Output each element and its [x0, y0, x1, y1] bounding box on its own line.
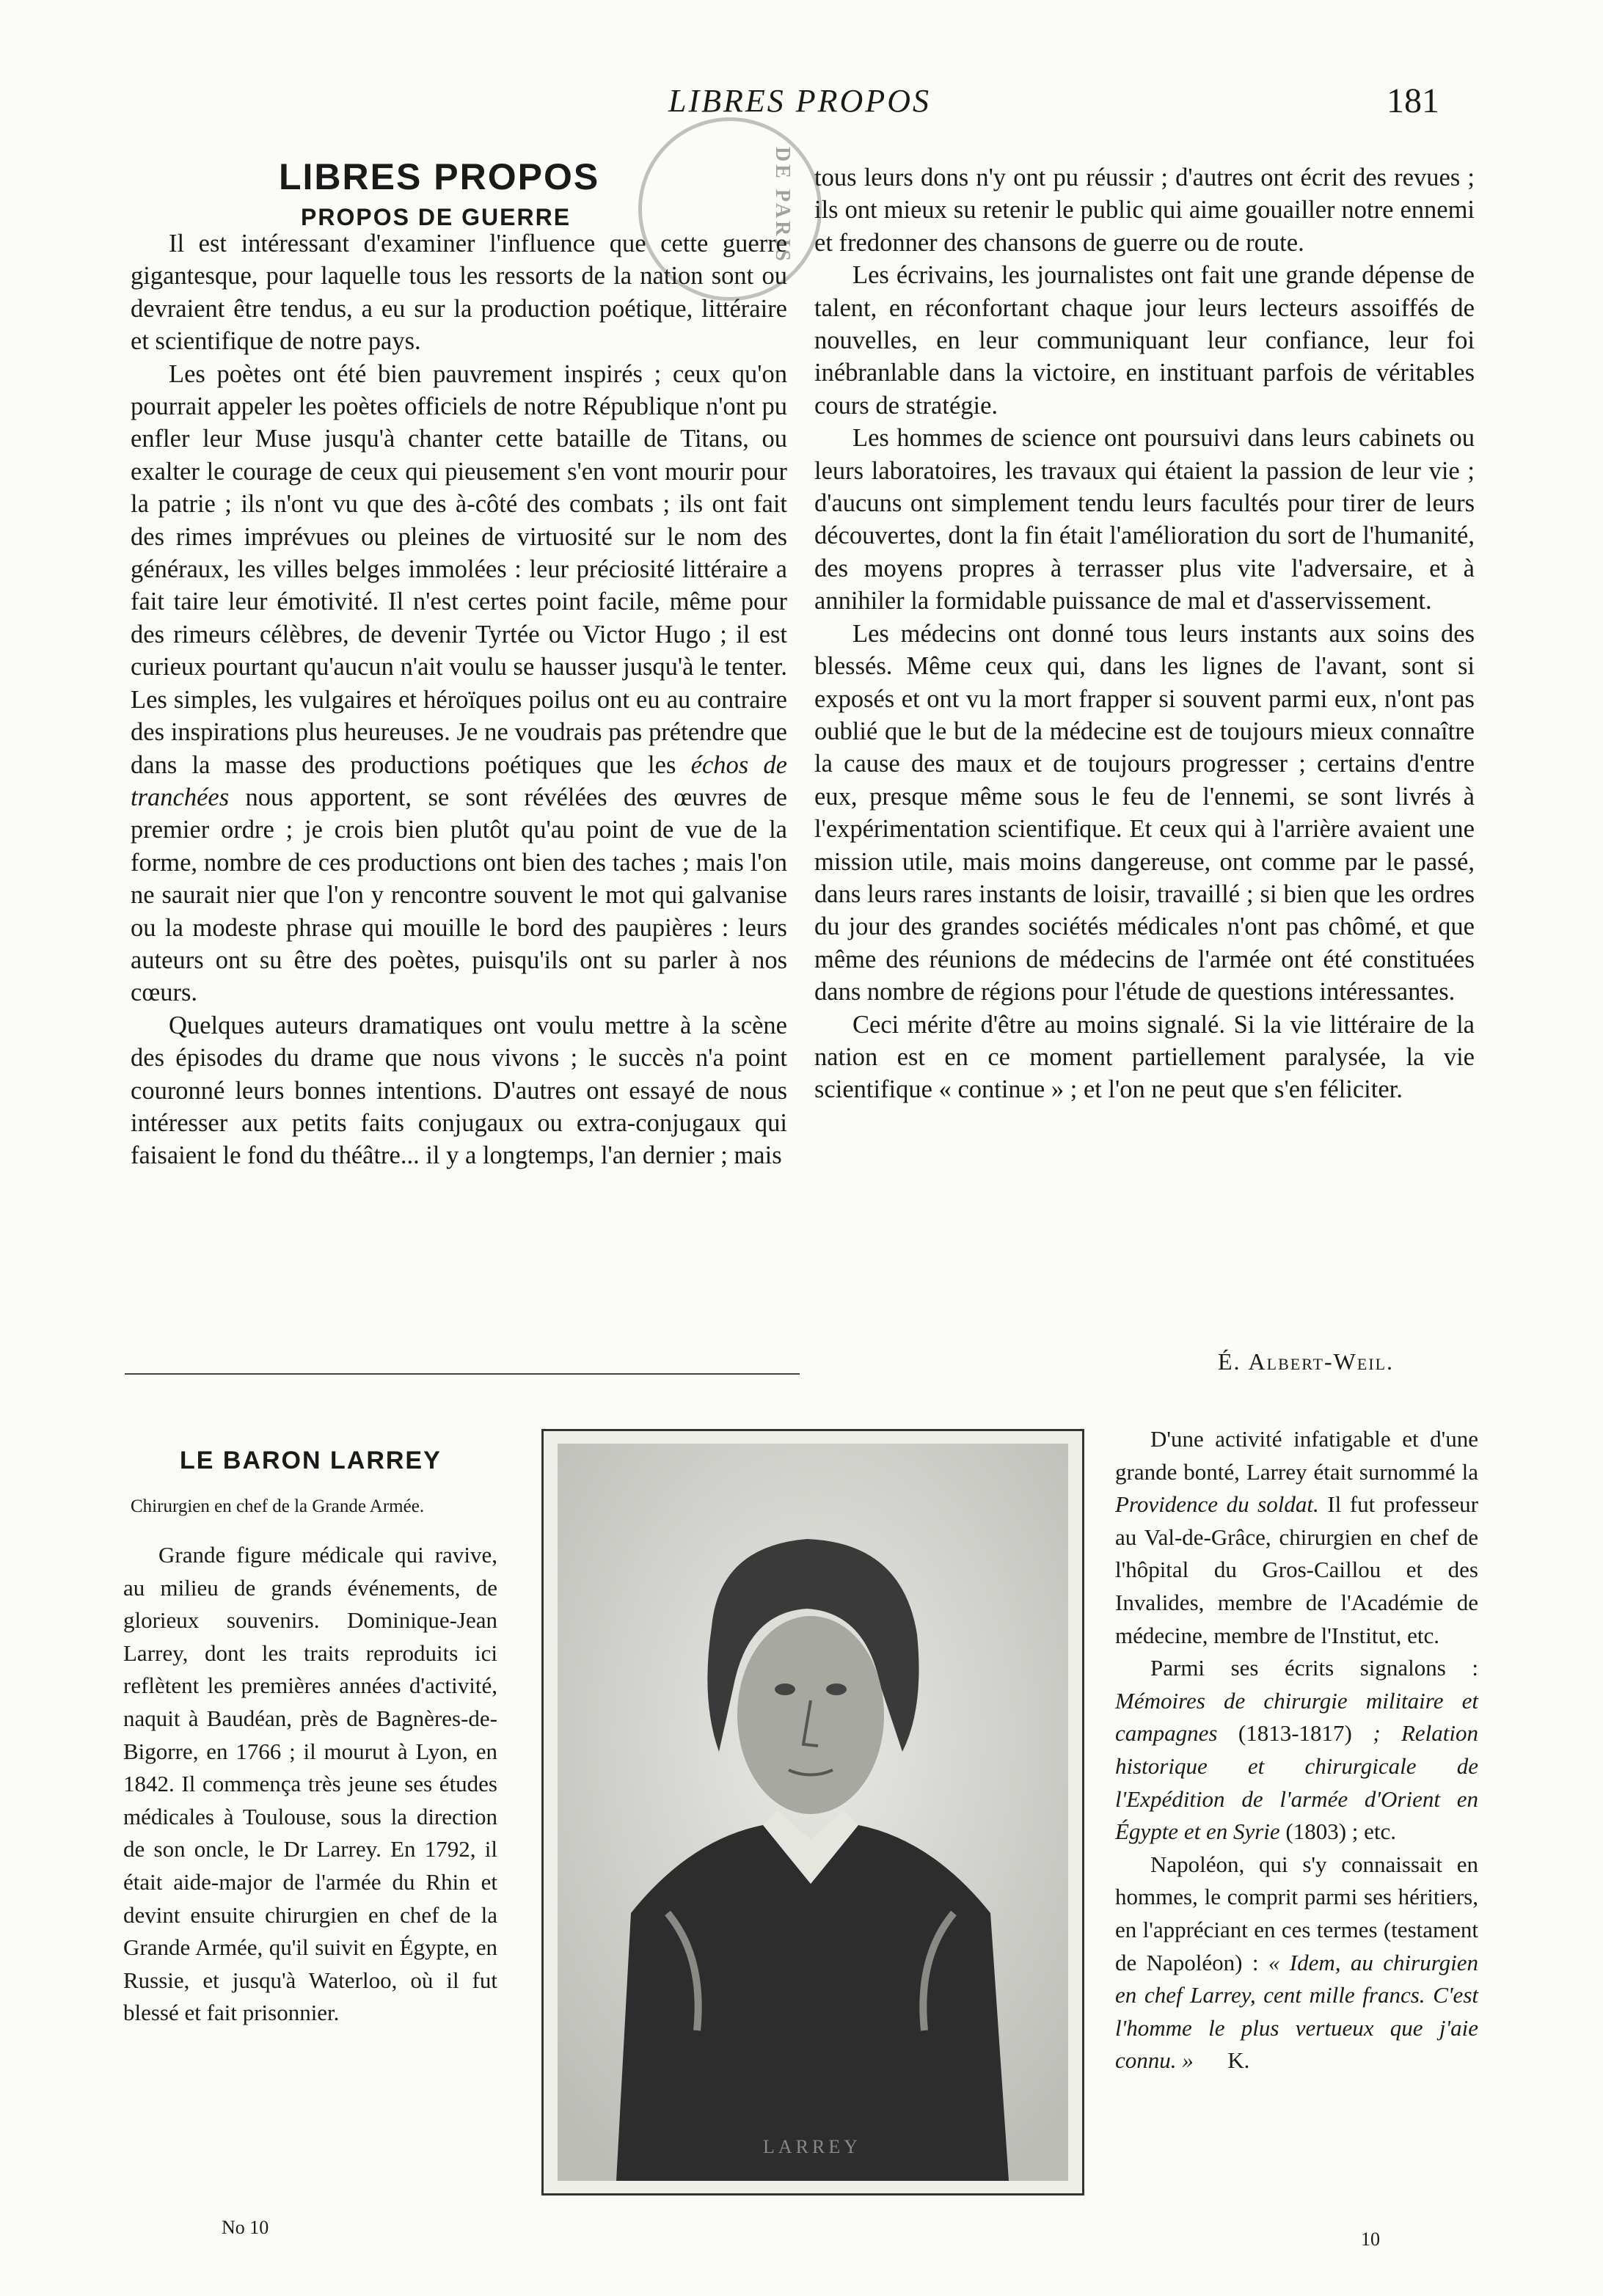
section-subtitle: Chirurgien en chef de la Grande Armée.: [131, 1496, 425, 1516]
article-title: LIBRES PROPOS: [279, 156, 600, 197]
stamp-text: DE PARIS: [771, 147, 794, 264]
section-title: LE BARON LARREY: [180, 1447, 442, 1474]
paragraph: Ceci mérite d'être au moins signalé. Si la vie littéraire de la nation est en ce moment partiellement paralysée, la vie scientifique « continue » ; et l'on ne peut que s'en féliciter.: [814, 1010, 1475, 1104]
paragraph: Les poètes ont été bien pauvrement inspirés ; ceux qu'on pourrait appeler les poètes officiels de notre République n'ont pu enfler leur Muse jusqu'à chanter cette bataille de Titans, ou exalter le courage de ceux qui pieusement s'en vont mourir pour la patrie ; ils n'ont vu que des à-côté des combats ; ils ont fait des rimes imprévues ou pleines de virtuosité sur le nom des généraux, les villes belges immolées : leur préciosité littéraire a fait taire leur émotivité. Il n'est certes point facile, même pour des rimeurs célèbres, de devenir Tyrtée ou Victor Hugo ; il est curieux pourtant qu'aucun n'ait voulu se hausser jusqu'à le tenter. Les simples, les vulgaires et héroïques poilus ont eu au contraire des inspirations plus heureuses. Je ne voudrais pas prétendre que dans la masse des productions poétiques que les échos de tranchées nous apportent, se sont révélées des œuvres de premier ordre ; je crois bien plutôt qu'au point de vue de la forme, nombre de ces productions ont bien des taches ; mais l'on ne saurait nier que l'on y rencontre souvent le mot qui galvanise ou la modeste phrase qui mouille le bord des paupières : leurs auteurs ont su être des poètes, puisqu'ils ont su parler à nos cœurs.: [131, 359, 787, 1007]
article-left-column: [131, 227, 787, 1172]
paragraph: Grande figure médicale qui ravive, au milieu de grands événements, de glorieux souvenirs. Dominique-Jean Larrey, dont les traits reproduits ici reflètent les premières années d'activité, naquit à Baudéan, près de Bagnères-de-Bigorre, en 1766 ; il mourut à Lyon, en 1842. Il commença très jeune ses études médicales à Toulouse, sous la direction de son oncle, le Dr Larrey. En 1792, il était aide-major de l'armée du Rhin et devint ensuite chirurgien en chef de la Grande Armée, qu'il suivit en Égypte, en Russie, et jusqu'à Waterloo, où il fut blessé et fait prisonnier.: [123, 1542, 497, 2026]
article-subtitle: PROPOS DE GUERRE: [301, 204, 572, 230]
page-number: 181: [1387, 81, 1439, 120]
paragraph: Napoléon, qui s'y connaissait en hommes, le comprit parmi ses héritiers, en l'appréciant en ces termes (testament de Napoléon) : « Idem, au chirurgien en chef Larrey, cent mille francs. C'est l'homme le plus vertueux que j'aie connu. » K.: [1115, 1851, 1478, 2074]
author-signature: É. Albert-Weil.: [1218, 1348, 1395, 1375]
paragraph: D'une activité infatigable et d'une grande bonté, Larrey était surnommé la Providence du soldat. Il fut professeur au Val-de-Grâce, chirurgien en chef de l'hôpital du Gros-Caillou et des Invalides, membre de l'Académie de médecine, membre de l'Institut, etc.: [1115, 1426, 1478, 1648]
portrait-caption: LARREY: [763, 2136, 861, 2157]
paragraph: Les médecins ont donné tous leurs instants aux soins des blessés. Même ceux qui, dans les lignes de l'avant, sont si exposés et ont vu la mort frapper si souvent parmi eux, n'ont pas oublié que le but de la médecine est de toujours mieux connaître la cause des maux et de toujours progresser ; certains d'entre eux, presque même sous le feu de l'ennemi, se sont livrés à l'expérimentation scientifique. Et ceux qui à l'arrière avaient une mission utile, mais moins dangereuse, ont comme par le passé, dans leurs rares instants de loisir, travaillé ; si bien que les ordres du jour des grandes sociétés médicales n'ont pas chômé, et que même des réunions de médecins de l'armée ont été constituées dans nombre de régions pour l'étude de questions intéressantes.: [814, 619, 1475, 1006]
signature-mark: 10: [1361, 2229, 1380, 2250]
larrey-left-column: [123, 1539, 497, 2030]
paragraph: Les hommes de science ont poursuivi dans leurs cabinets ou leurs laboratoires, les travaux qui étaient la passion de leur vie ; d'aucuns ont simplement tendu leurs facultés pour tirer de leurs découvertes, dont la fin était l'amélioration du sort de l'humanité, des moyens propres à terrasser plus vite l'adversaire, et à annihiler la formidable puissance de mal et d'asservissement.: [814, 424, 1475, 615]
paragraph: tous leurs dons n'y ont pu réussir ; d'autres ont écrit des revues ; ils ont mieux su retenir le public qui aime gouailler notre ennemi et fredonner des chansons de guerre ou de route.: [814, 164, 1475, 257]
section-divider: [125, 1373, 800, 1375]
paragraph: Quelques auteurs dramatiques ont voulu mettre à la scène des épisodes du drame que nous vivons ; le succès n'a point couronné leurs bonnes intentions. D'autres ont essayé de nous intéresser aux petits faits conjugaux ou extra-conjugaux qui faisaient le fond du théâtre... il y a longtemps, l'an dernier ; mais: [131, 1011, 787, 1170]
running-title: LIBRES PROPOS: [668, 83, 931, 119]
paragraph: Parmi ses écrits signalons : Mémoires de chirurgie militaire et campagnes (1813-1817) ; Relation historique et chirurgicale de l'Expédition de l'armée d'Orient en Égypte et en Syrie (1803) ; etc.: [1115, 1655, 1478, 1845]
paragraph: Il est intéressant d'examiner l'influence que cette guerre gigantesque, pour laquelle tous les ressorts de la nation sont ou devraient être tendus, a eu sur la production poétique, littéraire et scientifique de notre pays.: [131, 230, 787, 356]
issue-number: No 10: [222, 2217, 269, 2238]
portrait-image: [558, 1444, 1068, 2181]
paragraph: Les écrivains, les journalistes ont fait une grande dépense de talent, en réconfortant chaque jour leurs lecteurs assoiffés de nouvelles, en leur communiquant leur confiance, leur foi inébranlable dans la victoire, en instituant parfois de véritables cours de stratégie.: [814, 261, 1475, 420]
article-right-column: [814, 161, 1475, 1106]
larrey-right-column: [1115, 1423, 1478, 2077]
